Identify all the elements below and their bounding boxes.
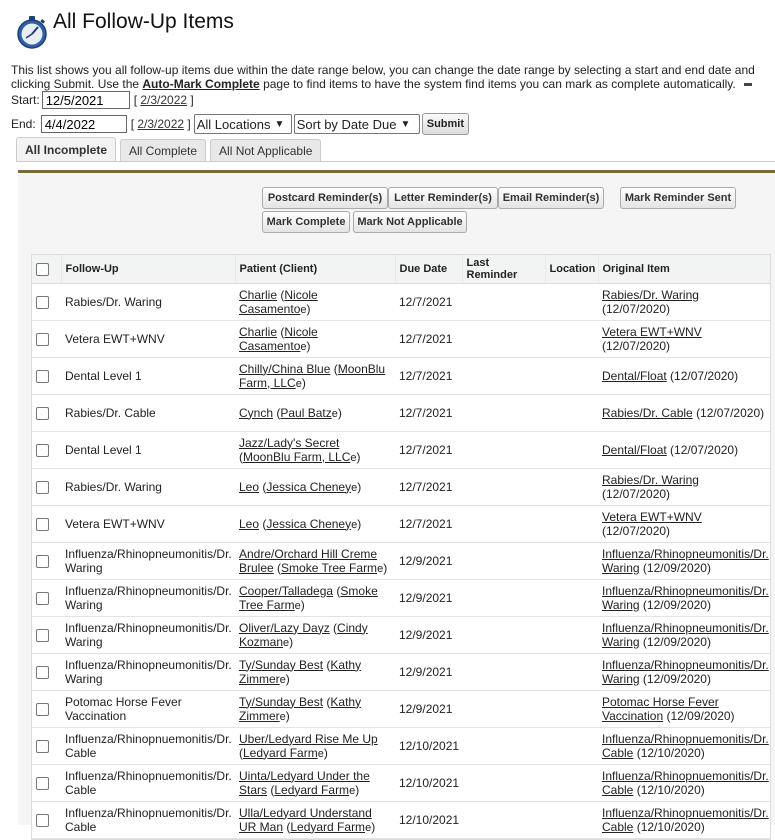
- patient-cell: Uber/Ledyard Rise Me Up (Ledyard Farme): [235, 728, 395, 765]
- original-item-date: (12/09/2020): [642, 635, 711, 649]
- end-label: End:: [11, 117, 36, 131]
- col-header-followup[interactable]: Follow-Up: [61, 255, 235, 284]
- followup-cell: Influenza/Rhinopnuemonitis/Dr. Cable: [61, 802, 235, 839]
- followup-cell: Rabies/Dr. Waring: [61, 469, 235, 506]
- patient-link[interactable]: Uber/Ledyard Rise Me Up: [239, 731, 378, 746]
- original-item-cell: [598, 432, 770, 469]
- end-today: [ 2/3/2022 ]: [130, 117, 191, 131]
- row-checkbox[interactable]: [36, 444, 49, 457]
- chevron-down-icon: ▼: [274, 118, 285, 130]
- original-item-date: (12/07/2020): [602, 302, 671, 316]
- followup-cell: Dental Level 1: [61, 432, 235, 469]
- last-reminder-cell: [462, 728, 545, 765]
- row-select-cell: [32, 802, 61, 839]
- row-select-cell: [32, 469, 61, 506]
- patient-cell: Charlie (Nicole Casamentoe): [235, 284, 395, 321]
- original-item-link[interactable]: Vetera EWT+WNV: [602, 510, 702, 524]
- table-row: [32, 654, 770, 691]
- due-date-cell: 12/9/2021: [395, 654, 462, 691]
- start-date-row: [11, 91, 194, 109]
- email-icon[interactable]: e: [351, 518, 358, 531]
- table-row: [32, 395, 770, 432]
- sort-select-value: Sort by Date Due: [296, 116, 397, 132]
- followup-cell: Influenza/Rhinopneumonitis/Dr. Waring: [61, 617, 235, 654]
- client-link[interactable]: Ledyard Farm: [243, 745, 318, 760]
- patient-link[interactable]: Ty/Sunday Best: [239, 694, 324, 709]
- patient-cell: Andre/Orchard Hill Creme Brulee (Smoke Tree Farme): [235, 543, 395, 580]
- row-checkbox[interactable]: [36, 555, 49, 568]
- location-cell: [545, 728, 598, 765]
- location-cell: [545, 691, 598, 728]
- location-cell: [545, 284, 598, 321]
- client-link[interactable]: Jessica Cheney: [266, 516, 352, 531]
- client-link[interactable]: Cindy Kozman: [239, 620, 368, 649]
- patient-link[interactable]: Andre/Orchard Hill Creme Brulee: [239, 546, 378, 575]
- email-icon[interactable]: e: [350, 451, 357, 464]
- original-item-date: (12/07/2020): [602, 487, 671, 501]
- row-checkbox[interactable]: [36, 333, 49, 346]
- row-checkbox[interactable]: [36, 481, 49, 494]
- email-icon[interactable]: e: [300, 303, 307, 316]
- row-checkbox[interactable]: [36, 296, 49, 309]
- stopwatch-icon: [14, 14, 50, 50]
- original-item-cell: [598, 802, 770, 839]
- location-select-value: All Locations: [196, 116, 271, 132]
- row-checkbox[interactable]: [36, 814, 49, 827]
- page-title: All Follow-Up Items: [53, 10, 234, 33]
- row-checkbox[interactable]: [36, 666, 49, 679]
- due-date-cell: 12/7/2021: [395, 395, 462, 432]
- original-item-link[interactable]: Influenza/Rhinopneumonitis/Dr. Waring: [602, 658, 769, 686]
- client-link[interactable]: MoonBlu Farm, LLC: [239, 361, 386, 390]
- email-icon[interactable]: e: [331, 407, 338, 420]
- postcard-reminder-button[interactable]: Postcard Reminder(s): [262, 187, 388, 209]
- client-link[interactable]: Smoke Tree Farm: [281, 560, 378, 575]
- tab-divider: [16, 161, 775, 162]
- row-checkbox[interactable]: [36, 740, 49, 753]
- table-row: [32, 284, 770, 321]
- row-checkbox[interactable]: [36, 518, 49, 531]
- tab-all-incomplete[interactable]: All Incomplete: [16, 137, 116, 162]
- patient-cell: Ty/Sunday Best (Kathy Zimmere): [235, 691, 395, 728]
- table-row: [32, 358, 770, 395]
- col-header-due-date[interactable]: Due Date: [395, 255, 462, 284]
- original-item-cell: [598, 395, 770, 432]
- original-item-link[interactable]: Rabies/Dr. Waring: [602, 473, 699, 487]
- row-select-cell: [32, 358, 61, 395]
- patient-cell: Leo (Jessica Cheneye): [235, 469, 395, 506]
- location-cell: [545, 802, 598, 839]
- end-date-input[interactable]: [41, 115, 127, 133]
- followup-cell: Vetera EWT+WNV: [61, 506, 235, 543]
- select-all-cell: [32, 255, 61, 284]
- start-date-input[interactable]: [42, 91, 130, 109]
- table-row: [32, 617, 770, 654]
- followup-table: [32, 255, 770, 839]
- original-item-date: (12/09/2020): [642, 598, 711, 612]
- followup-cell: Influenza/Rhinopneumonitis/Dr. Waring: [61, 543, 235, 580]
- followup-cell: Influenza/Rhinopnuemonitis/Dr. Cable: [61, 728, 235, 765]
- location-cell: [545, 506, 598, 543]
- client-link[interactable]: MoonBlu Farm, LLC: [243, 449, 351, 464]
- original-item-link[interactable]: Vetera EWT+WNV: [602, 325, 702, 339]
- original-item-date: (12/07/2020): [602, 339, 671, 353]
- original-item-link[interactable]: Influenza/Rhinopneumonitis/Dr. Waring: [602, 584, 769, 612]
- table-row: [32, 321, 770, 358]
- due-date-cell: 12/10/2021: [395, 728, 462, 765]
- patient-cell: Charlie (Nicole Casamentoe): [235, 321, 395, 358]
- row-select-cell: [32, 580, 61, 617]
- original-item-cell: [598, 543, 770, 580]
- original-item-cell: [598, 654, 770, 691]
- location-cell: [545, 358, 598, 395]
- row-checkbox[interactable]: [36, 777, 49, 790]
- select-all-checkbox[interactable]: [36, 263, 49, 276]
- start-today-link[interactable]: 2/3/2022: [140, 93, 188, 107]
- original-item-cell: [598, 691, 770, 728]
- table-row: [32, 691, 770, 728]
- email-icon[interactable]: e: [377, 562, 384, 575]
- tab-bar: [16, 139, 325, 162]
- email-icon[interactable]: e: [295, 377, 302, 390]
- table-row: [32, 543, 770, 580]
- row-select-cell: [32, 728, 61, 765]
- due-date-cell: 12/9/2021: [395, 580, 462, 617]
- start-today: [ 2/3/2022 ]: [133, 93, 194, 107]
- client-link[interactable]: Kathy Zimmer: [239, 657, 362, 686]
- email-icon[interactable]: e: [279, 710, 286, 723]
- original-item-date: (12/10/2020): [636, 783, 705, 797]
- original-item-date: (12/10/2020): [636, 820, 705, 834]
- patient-link[interactable]: Chilly/China Blue: [239, 361, 331, 376]
- original-item-date: (12/09/2020): [666, 709, 735, 723]
- row-select-cell: [32, 617, 61, 654]
- patient-cell: Uinta/Ledyard Under the Stars (Ledyard Farme): [235, 765, 395, 802]
- patient-cell: Cynch (Paul Batze): [235, 395, 395, 432]
- client-link[interactable]: Paul Batz: [280, 405, 332, 420]
- patient-link[interactable]: Oliver/Lazy Dayz: [239, 620, 330, 635]
- description-text-post: page to find items to have the system find items you can mark as complete automatically.: [259, 77, 736, 91]
- location-cell: [545, 321, 598, 358]
- due-date-cell: 12/7/2021: [395, 321, 462, 358]
- email-icon[interactable]: e: [279, 673, 286, 686]
- col-header-original-item[interactable]: Original Item: [598, 255, 770, 284]
- page-header: [14, 8, 234, 50]
- end-date-row: [11, 113, 469, 135]
- followup-cell: Influenza/Rhinopneumonitis/Dr. Waring: [61, 580, 235, 617]
- location-cell: [545, 617, 598, 654]
- row-select-cell: [32, 284, 61, 321]
- table-row: [32, 765, 770, 802]
- row-select-cell: [32, 321, 61, 358]
- last-reminder-cell: [462, 469, 545, 506]
- due-date-cell: 12/10/2021: [395, 802, 462, 839]
- client-link[interactable]: Nicole Casamento: [239, 324, 318, 353]
- patient-link[interactable]: Uinta/Ledyard Under the Stars: [239, 768, 370, 797]
- email-icon[interactable]: e: [351, 481, 358, 494]
- original-item-cell: [598, 765, 770, 802]
- followup-cell: Rabies/Dr. Waring: [61, 284, 235, 321]
- original-item-cell: [598, 284, 770, 321]
- original-item-cell: [598, 728, 770, 765]
- patient-cell: Cooper/Talladega (Smoke Tree Farme): [235, 580, 395, 617]
- original-item-link[interactable]: Influenza/Rhinopneumonitis/Dr. Waring: [602, 547, 769, 575]
- original-item-link[interactable]: Influenza/Rhinopnuemonitis/Dr. Cable: [602, 769, 769, 797]
- last-reminder-cell: [462, 432, 545, 469]
- original-item-link[interactable]: Potomac Horse Fever Vaccination: [602, 695, 719, 723]
- followup-cell: Vetera EWT+WNV: [61, 321, 235, 358]
- row-select-cell: [32, 432, 61, 469]
- table-row: [32, 802, 770, 839]
- followup-cell: Rabies/Dr. Cable: [61, 395, 235, 432]
- description-text-pre: This list shows you all follow-up items due within the date range below, you can change the date range by selecting a start and end date and clicking Submit. Use the: [11, 63, 755, 91]
- location-cell: [545, 580, 598, 617]
- row-select-cell: [32, 691, 61, 728]
- last-reminder-cell: [462, 543, 545, 580]
- original-item-cell: [598, 469, 770, 506]
- client-link[interactable]: Ledyard Farm: [290, 819, 366, 834]
- location-cell: [545, 543, 598, 580]
- due-date-cell: 12/7/2021: [395, 506, 462, 543]
- original-item-link[interactable]: Rabies/Dr. Cable: [602, 406, 693, 420]
- email-icon[interactable]: e: [300, 340, 307, 353]
- original-item-link[interactable]: Influenza/Rhinopnuemonitis/Dr. Cable: [602, 806, 769, 834]
- letter-reminder-button[interactable]: Letter Reminder(s): [388, 187, 498, 209]
- sort-select[interactable]: [294, 114, 420, 134]
- due-date-cell: 12/10/2021: [395, 765, 462, 802]
- tab-all-complete[interactable]: All Complete: [120, 139, 206, 162]
- col-header-location[interactable]: Location: [545, 255, 598, 284]
- last-reminder-cell: [462, 802, 545, 839]
- due-date-cell: 12/7/2021: [395, 432, 462, 469]
- table-row: [32, 432, 770, 469]
- patient-link[interactable]: Cynch: [239, 405, 274, 420]
- original-item-cell: [598, 506, 770, 543]
- end-today-link[interactable]: 2/3/2022: [137, 117, 185, 131]
- email-reminder-button[interactable]: Email Reminder(s): [498, 187, 604, 209]
- client-link[interactable]: Jessica Cheney: [266, 479, 352, 494]
- client-link[interactable]: Ledyard Farm: [274, 782, 350, 797]
- followup-cell: Influenza/Rhinopneumonitis/Dr. Waring: [61, 654, 235, 691]
- mark-not-applicable-button[interactable]: Mark Not Applicable: [353, 211, 467, 233]
- patient-link[interactable]: Charlie: [239, 287, 278, 302]
- last-reminder-cell: [462, 506, 545, 543]
- original-item-date: (12/10/2020): [636, 746, 705, 760]
- table-row: [32, 506, 770, 543]
- patient-link[interactable]: Leo: [239, 516, 260, 531]
- start-label: Start:: [11, 93, 40, 107]
- tab-all-not-applicable[interactable]: All Not Applicable: [210, 139, 321, 162]
- last-reminder-cell: [462, 654, 545, 691]
- original-item-link[interactable]: Influenza/Rhinopnuemonitis/Dr. Cable: [602, 732, 769, 760]
- patient-cell: Ulla/Ledyard Understand UR Man (Ledyard Farme): [235, 802, 395, 839]
- patient-link[interactable]: Cooper/Talladega: [239, 583, 334, 598]
- original-item-date: (12/09/2020): [642, 561, 711, 575]
- mark-complete-button[interactable]: Mark Complete: [262, 211, 350, 233]
- patient-link[interactable]: Ulla/Ledyard Understand UR Man: [239, 805, 372, 834]
- patient-cell: Jazz/Lady's Secret (MoonBlu Farm, LLCe): [235, 432, 395, 469]
- submit-button[interactable]: Submit: [422, 113, 469, 135]
- original-item-link[interactable]: Dental/Float: [602, 443, 667, 457]
- row-checkbox[interactable]: [36, 703, 49, 716]
- row-checkbox[interactable]: [36, 592, 49, 605]
- location-cell: [545, 469, 598, 506]
- last-reminder-cell: [462, 765, 545, 802]
- page-description: [11, 63, 771, 91]
- row-select-cell: [32, 543, 61, 580]
- last-reminder-cell: [462, 617, 545, 654]
- patient-cell: Oliver/Lazy Dayz (Cindy Kozmane): [235, 617, 395, 654]
- email-icon[interactable]: e: [365, 821, 372, 834]
- row-checkbox[interactable]: [36, 370, 49, 383]
- original-item-link[interactable]: Influenza/Rhinopneumonitis/Dr. Waring: [602, 621, 769, 649]
- original-item-date: (12/09/2020): [642, 672, 711, 686]
- row-checkbox[interactable]: [36, 407, 49, 420]
- patient-link[interactable]: Ty/Sunday Best: [239, 657, 324, 672]
- last-reminder-cell: [462, 580, 545, 617]
- patient-link[interactable]: Charlie: [239, 324, 278, 339]
- original-item-cell: [598, 617, 770, 654]
- location-cell: [545, 765, 598, 802]
- followup-cell: Influenza/Rhinopnuemonitis/Dr. Cable: [61, 765, 235, 802]
- due-date-cell: 12/7/2021: [395, 284, 462, 321]
- patient-cell: Chilly/China Blue (MoonBlu Farm, LLCe): [235, 358, 395, 395]
- client-link[interactable]: Nicole Casamento: [239, 287, 318, 316]
- followup-cell: Dental Level 1: [61, 358, 235, 395]
- client-link[interactable]: Kathy Zimmer: [239, 694, 362, 723]
- last-reminder-cell: [462, 284, 545, 321]
- table-row: [32, 580, 770, 617]
- due-date-cell: 12/7/2021: [395, 469, 462, 506]
- patient-cell: Ty/Sunday Best (Kathy Zimmere): [235, 654, 395, 691]
- last-reminder-cell: [462, 395, 545, 432]
- patient-link[interactable]: Jazz/Lady's Secret: [239, 435, 340, 450]
- location-cell: [545, 395, 598, 432]
- original-item-date: (12/07/2020): [670, 443, 739, 457]
- last-reminder-cell: [462, 691, 545, 728]
- original-item-date: (12/07/2020): [696, 406, 765, 420]
- email-icon[interactable]: e: [349, 784, 356, 797]
- due-date-cell: 12/9/2021: [395, 543, 462, 580]
- patient-cell: Leo (Jessica Cheneye): [235, 506, 395, 543]
- row-select-cell: [32, 395, 61, 432]
- last-reminder-cell: [462, 358, 545, 395]
- original-item-cell: [598, 358, 770, 395]
- email-icon[interactable]: e: [294, 599, 301, 612]
- patient-link[interactable]: Leo: [239, 479, 260, 494]
- email-icon[interactable]: e: [317, 747, 324, 760]
- col-header-last-reminder[interactable]: Last Reminder: [462, 255, 545, 284]
- location-cell: [545, 654, 598, 691]
- original-item-date: (12/07/2020): [670, 369, 739, 383]
- due-date-cell: 12/7/2021: [395, 358, 462, 395]
- due-date-cell: 12/9/2021: [395, 691, 462, 728]
- followup-table-container: [31, 254, 771, 840]
- client-link[interactable]: Smoke Tree Farm: [239, 583, 378, 612]
- original-item-link[interactable]: Rabies/Dr. Waring: [602, 288, 699, 302]
- location-select[interactable]: [194, 114, 292, 134]
- followup-cell: Potomac Horse Fever Vaccination: [61, 691, 235, 728]
- table-row: [32, 469, 770, 506]
- row-select-cell: [32, 654, 61, 691]
- table-row: [32, 728, 770, 765]
- original-item-link[interactable]: Dental/Float: [602, 369, 667, 383]
- tab-panel: [18, 170, 775, 834]
- mark-reminder-sent-button[interactable]: Mark Reminder Sent: [620, 187, 736, 209]
- original-item-date: (12/07/2020): [602, 524, 671, 538]
- email-icon[interactable]: e: [283, 636, 290, 649]
- due-date-cell: 12/9/2021: [395, 617, 462, 654]
- last-reminder-cell: [462, 321, 545, 358]
- collapse-icon[interactable]: [744, 83, 752, 86]
- row-select-cell: [32, 765, 61, 802]
- auto-mark-complete-link[interactable]: Auto-Mark Complete: [142, 77, 260, 91]
- row-checkbox[interactable]: [36, 629, 49, 642]
- original-item-cell: [598, 580, 770, 617]
- col-header-patient[interactable]: Patient (Client): [235, 255, 395, 284]
- location-cell: [545, 432, 598, 469]
- row-select-cell: [32, 506, 61, 543]
- chevron-down-icon: ▼: [400, 118, 411, 130]
- original-item-cell: [598, 321, 770, 358]
